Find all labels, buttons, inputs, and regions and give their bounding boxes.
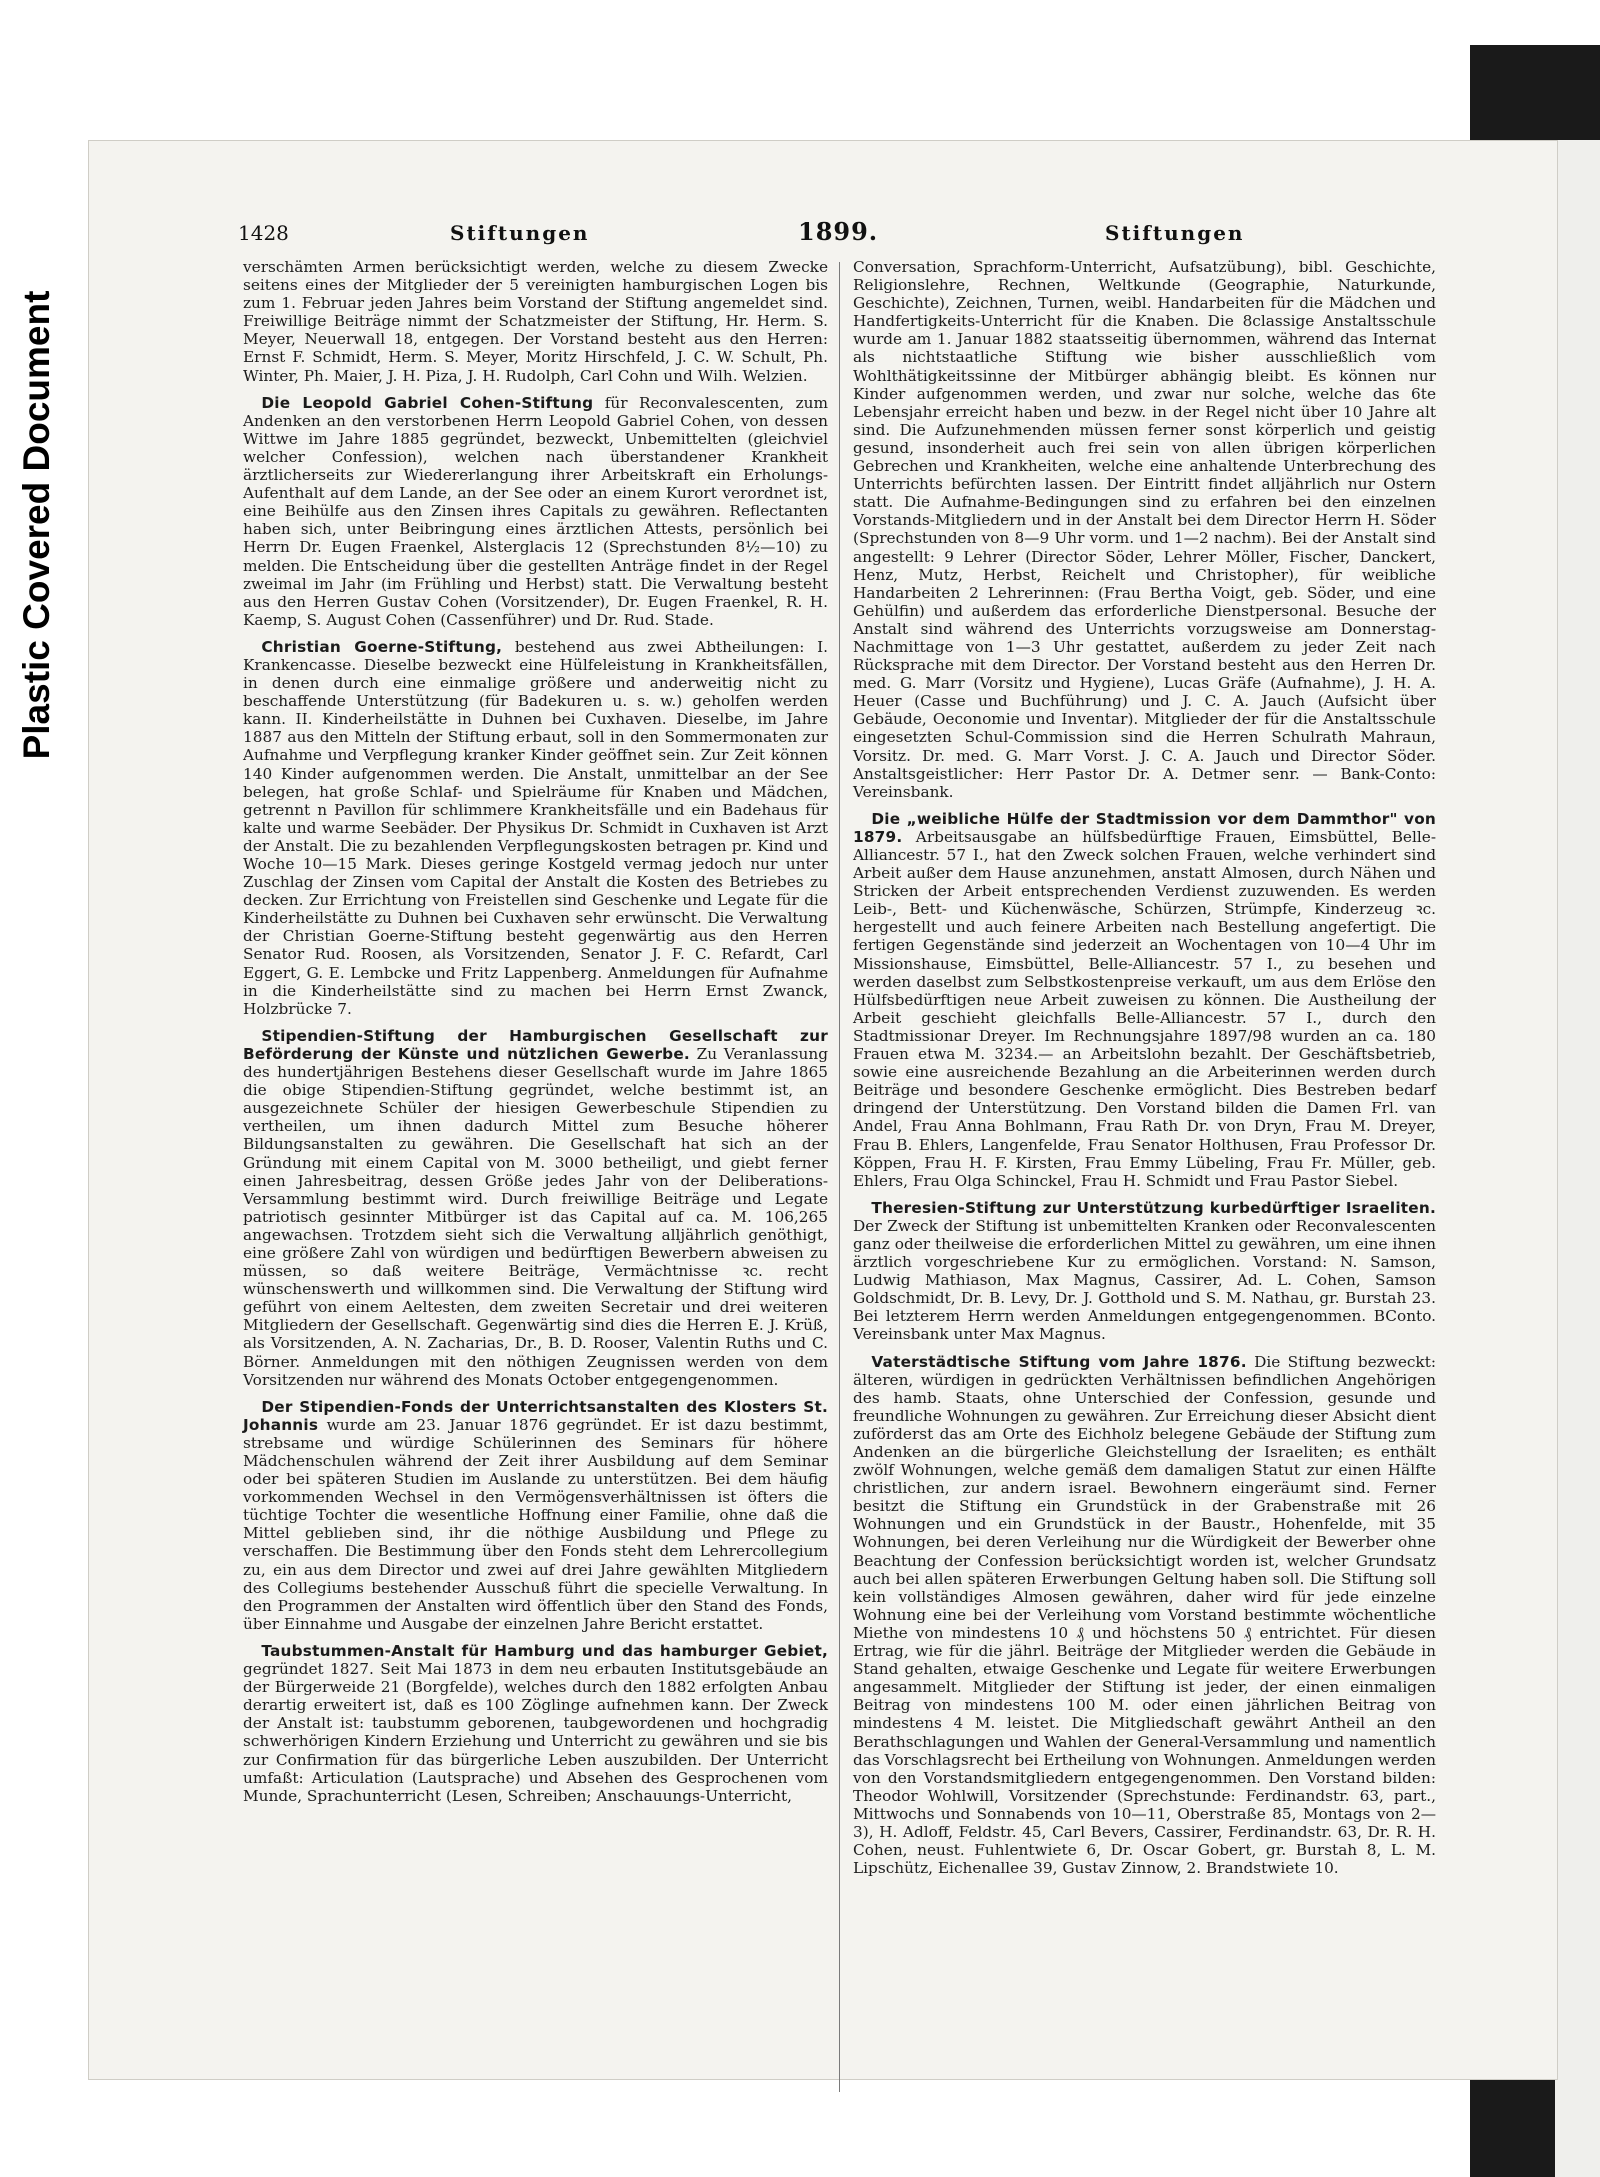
paragraph: Conversation, Sprachform-Unterricht, Aufsatzübung), bibl. Geschichte, Religionslehre, Rechnen, Weltkunde (Geographie, Naturkunde, Geschichte), Zeichnen, Turnen, weibl. Handarbeiten für die Mädchen und Handfertigkeits-Unterricht für die Knaben. Die 8classige Anstaltsschule wurde am 1. Januar 1882 staatsseitig übernommen, während das Internat als nichtstaatliche Stiftung wie bisher ausschließlich vom Wohlthätigkeitssinne der Mitbürger abhängig bleibt. Es können nur Kinder aufgenommen werden, und zwar nur solche, welche das 6te Lebensjahr erreicht haben und bezw. in der Regel nicht über 10 Jahre alt sind. Die Aufzunehmenden müssen ferner sonst körperlich und geistig gesund, insonderheit auch frei sein von allen übrigen körperlichen Gebrechen und Krankheiten, welche eine anhaltende Unterbrechung des Unterrichts befürchten lassen. Der Eintritt findet alljährlich nur Ostern statt. Die Aufnahme-Bedingungen sind zu erfahren bei den einzelnen Vorstands-Mitgliedern und in der Anstalt bei dem Director Herrn H. Söder (Sprechstunden von 8—9 Uhr vorm. und 1—2 nachm). Bei der Anstalt sind angestellt: 9 Lehrer (Director Söder, Lehrer Möller, Fischer, Danckert, Henz, Mutz, Herbst, Reichelt und Christopher), für weibliche Handarbeiten 2 Lehrerinnen: (Frau Bertha Voigt, geb. Söder, und eine Gehülfin) und außerdem das erforderliche Dienstpersonal. Besuche der Anstalt sind während des Unterrichts vorzugsweise am Donnerstag-Nachmittage von 1—3 Uhr gestattet, außerdem zu jeder Zeit nach Rücksprache mit dem Director. Der Vorstand besteht aus den Herren Dr. med. G. Marr (Vorsitz und Hygiene), Lucas Gräfe (Aufnahme), J. H. A. Heuer (Casse und Buchführung) und J. C. A. Jauch (Aufsicht über Gebäude, Oeconomie und Inventar). Mitglieder der für die Anstaltsschule eingesetzten Schul-Commission sind die Herren Schulrath Mahraun, Vorsitz. Dr. med. G. Marr Vorst. J. C. A. Jauch und Director Söder. Anstaltsgeistlicher: Herr Pastor Dr. A. Detmer senr. — Bank-Conto: Vereinsbank. [853, 258, 1436, 801]
paragraph [243, 1398, 828, 1633]
entry-text: Der Zweck der Stiftung ist unbemittelten Kranken oder Reconvalescenten ganz oder theilweise die erforderlichen Mittel zu gewähren, um eine ihnen ärztlich vorgeschriebene Kur zu ermöglichen. Vorstand: N. Samson, Ludwig Mathiason, Max Magnus, Cassirer, Ad. L. Cohen, Samson Goldschmidt, Dr. B. Levy, Dr. J. Gotthold und S. M. Nathau, gr. Burstah 23. Bei letzterem Herrn werden Anmeldungen entgegengenommen. BConto. Vereinsbank unter Max Magnus. [853, 1216, 1436, 1344]
entry-text: für Reconvalescenten, zum Andenken an den verstorbenen Herrn Leopold Gabriel Cohen, von dessen Wittwe im Jahre 1885 gegründet, bezweckt, Unbemittelten (gleichviel welcher Confession), welchen nach überstandener Krankheit ärztlicherseits zur Wiedererlangung ihrer Arbeitskraft ein Erholungs-Aufenthalt auf dem Lande, an der See oder an einem Kurort verordnet ist, eine Beihülfe aus den Zinsen ihres Capitals zu gewähren. Reflectanten haben sich, unter Beibringung eines ärztlichen Attests, persönlich bei Herrn Dr. Eugen Fraenkel, Alsterglacis 12 (Sprechstunden 8½—10) zu melden. Die Entscheidung über die gestellten Anträge findet in der Regel zweimal im Jahr (im Frühling und Herbst) statt. Die Verwaltung besteht aus den Herren Gustav Cohen (Vorsitzender), Dr. Eugen Fraenkel, R. H. Kaemp, S. August Cohen (Cassenführer) und Dr. Rud. Stade. [243, 393, 828, 629]
entry-text: bestehend aus zwei Abtheilungen: I. Krankencasse. Dieselbe bezweckt eine Hülfeleistung in Krankheitsfällen, in denen durch eine einmalige größere und anderweitig nicht zu beschaffende Unterstützung (für Badekuren u. s. w.) geholfen werden kann. II. Kinderheilstätte in Duhnen bei Cuxhaven. Dieselbe, im Jahre 1887 aus den Mitteln der Stiftung erbaut, soll in den Sommermonaten zur Aufnahme und Verpflegung kranker Kinder geöffnet sein. Zur Zeit können 140 Kinder aufgenommen werden. Die Anstalt, unmittelbar an der See belegen, hat große Schlaf- und Spielräume für Knaben und Mädchen, getrennt n Pavillon für schlimmere Krankheitsfälle und ein Badehaus für kalte und warme Seebäder. Der Physikus Dr. Schmidt in Cuxhaven ist Arzt der Anstalt. Die zu bezahlenden Verpflegungskosten betragen pr. Kind und Woche 10—15 Mark. Dieses geringe Kostgeld vermag jedoch nur unter Zuschlag der Zinsen vom Capital der Anstalt die Kosten des Betriebes zu decken. Zur Errichtung von Freistellen sind Geschenke und Legate für die Kinderheilstätte zu Duhnen bei Cuxhaven sehr erwünscht. Die Verwaltung der Christian Goerne-Stiftung besteht gegenwärtig aus den Herren Senator Rud. Roosen, als Vorsitzenden, Senator J. F. C. Refardt, Carl Eggert, G. E. Lembcke und Fritz Lappenberg. Anmeldungen für Aufnahme in die Kinderheilstätte sind zu machen bei Herrn Ernst Zwanck, Holzbrücke 7. [243, 637, 828, 1018]
right-running-title: Stiftungen [1105, 221, 1245, 245]
paragraph [853, 1199, 1436, 1344]
entry-title: Christian Goerne-Stiftung, [261, 637, 503, 656]
left-column [243, 258, 828, 1814]
paragraph [243, 638, 828, 1018]
paragraph [243, 394, 828, 629]
paragraph [853, 1353, 1436, 1878]
entry-text: wurde am 23. Januar 1876 gegründet. Er ist dazu bestimmt, strebsame und würdige Schülerinnen des Seminars für höhere Mädchenschulen während der Zeit ihrer Ausbildung auf dem Seminar oder bei späteren Studien im Auslande zu unterstützen. Bei dem häufig vorkommenden Wechsel in den Vermögensverhältnissen ist öfters die tüchtige Tochter die wesentliche Hoffnung einer Familie, ohne daß die Mittel geblieben sind, ihr die nöthige Ausbildung und Pflege zu verschaffen. Die Bestimmung über den Fonds steht dem Lehrercollegium zu, ein aus dem Director und zwei auf drei Jahre gewählten Mitgliedern des Collegiums bestehender Ausschuß führt die specielle Verwaltung. In den Programmen der Anstalten wird öffentlich über den Stand des Fonds, über Einnahme und Ausgabe der einzelnen Jahre Bericht erstattet. [243, 1415, 828, 1633]
entry-title: Stipendien-Stiftung der Hamburgischen Gesellschaft zur Beförderung der Künste und nützlichen Gewerbe. [243, 1026, 828, 1063]
paragraph [243, 1027, 828, 1389]
page-number: 1428 [238, 221, 289, 245]
left-running-title: Stiftungen [450, 221, 590, 245]
column-divider [839, 262, 840, 2092]
page-header [150, 215, 1245, 251]
next-page-edge [1555, 140, 1600, 2177]
paragraph: verschämten Armen berücksichtigt werden, welche zu diesem Zwecke seitens eines der Mitglieder der 5 vereinigten hamburgischen Logen bis zum 1. Februar jeden Jahres beim Vorstand der Stiftung angemeldet sind. Freiwillige Beiträge nimmt der Schatzmeister der Stiftung, Hr. Herm. S. Meyer, Neuerwall 18, entgegen. Der Vorstand besteht aus den Herren: Ernst F. Schmidt, Herm. S. Meyer, Moritz Hirschfeld, J. C. W. Schult, Ph. Winter, Ph. Maier, J. H. Piza, J. H. Rudolph, Carl Cohn und Wilh. Welzien. [243, 258, 828, 385]
entry-text: Zu Veranlassung des hundertjährigen Bestehens dieser Gesellschaft wurde im Jahre 1865 die obige Stipendien-Stiftung gegründet, welche bestimmt ist, an ausgezeichnete Schüler der hiesigen Gewerbeschule Stipendien zu vertheilen, um ihnen dadurch Mittel zum Besuche höherer Bildungsanstalten zu gewähren. Die Gesellschaft hat sich an der Gründung mit einem Capital von M. 3000 betheiligt, und giebt ferner einen Jahresbeitrag, dessen Größe jedes Jahr von der Deliberations-Versammlung bestimmt wird. Durch freiwillige Beiträge und Legate patriotisch gesinnter Mitbürger ist das Capital auf ca. M. 106,265 angewachsen. Trotzdem sieht sich die Verwaltung alljährlich genöthigt, eine größere Zahl von würdigen und bedürftigen Bewerbern abweisen zu müssen, so daß weitere Beiträge, Vermächtnisse ꝛc. recht wünschenswerth und willkommen sind. Die Verwaltung der Stiftung wird geführt von einem Aeltesten, dem zweiten Secretair und drei weiteren Mitgliedern der Gesellschaft. Gegenwärtig sind dies die Herren E. J. Krüß, als Vorsitzenden, A. N. Zacharias, Dr., B. D. Rooser, Valentin Ruths und C. Börner. Anmeldungen mit den nöthigen Zeugnissen werden von dem Vorsitzenden nur während des Monats October entgegengenommen. [243, 1044, 828, 1389]
entry-text: Die Stiftung bezweckt: älteren, würdigen in gedrückten Verhältnissen befindlichen Angehörigen des hamb. Staats, ohne Unterschied der Confession, gesunde und freundliche Wohnungen zu gewähren. Zur Erreichung dieser Absicht dient zuförderst das am Orte des Eichholz belegene Gebäude der Stiftung zum Andenken an die bürgerliche Gleichstellung der Israeliten; es enthält zwölf Wohnungen, welche gemäß dem damaligen Statut zur einen Hälfte christlichen, zur andern israel. Bewohnern eingeräumt sind. Ferner besitzt die Stiftung ein Grundstück in der Grabenstraße mit 26 Wohnungen und ein Grundstück in der Baustr., Hohenfelde, mit 35 Wohnungen, bei deren Verleihung nur die Würdigkeit der Bewerber ohne Beachtung der Confession berücksichtigt worden ist, welcher Grundsatz auch bei allen späteren Erwerbungen Geltung haben soll. Die Stiftung soll kein vollständiges Almosen gewähren, daher wird für jede einzelne Wohnung eine bei der Verleihung vom Vorstand bestimmte wöchentliche Miethe von mindestens 10 ₰ und höchstens 50 ₰ entrichtet. Für diesen Ertrag, wie für die jährl. Beiträge der Mitglieder werden die Gebäude in Stand gehalten, etwaige Geschenke und Legate für weitere Erwerbungen angesammelt. Mitglieder der Stiftung ist jeder, der einen einmaligen Beitrag von mindestens 100 M. oder einen jährlichen Beitrag von mindestens 4 M. leistet. Die Mitgliedschaft gewährt Antheil an den Berathschlagungen und Wahlen der General-Versammlung und namentlich das Vorschlagsrecht bei Ertheilung von Wohnungen. Anmeldungen werden von den Vorstandsmitgliedern entgegengenommen. Den Vorstand bilden: Theodor Wohlwill, Vorsitzender (Sprechstunde: Ferdinandstr. 63, part., Mittwochs und Sonnabends von 10—11, Oberstraße 85, Montags von 2—3), H. Adloff, Feldstr. 45, Carl Bevers, Cassirer, Ferdinandstr. 63, Dr. R. H. Cohen, neust. Fuhlentwiete 6, Dr. Oscar Gobert, gr. Burstah 8, L. M. Lipschütz, Eichenallee 39, Gustav Zinnow, 2. Brandstwiete 10. [853, 1352, 1437, 1878]
entry-title: Theresien-Stiftung zur Unterstützung kurbedürftiger Israeliten. [871, 1198, 1436, 1217]
side-label-text: Plastic Covered Document [16, 290, 57, 760]
entry-title: Der Stipendien-Fonds der Unterrichtsanstalten des Klosters St. Johannis [243, 1397, 828, 1434]
entry-text: gegründet 1827. Seit Mai 1873 in dem neu erbauten Institutsgebäude an der Bürgerweide 21 (Borgfelde), welches durch den 1882 erfolgten Anbau derartig erweitert ist, daß es 100 Zöglinge aufnehmen kann. Der Zweck der Anstalt ist: taubstumm geborenen, taubgewordenen und hochgradig schwerhörigen Kindern Erziehung und Unterricht zu gewähren und sie bis zur Confirmation für das bürgerliche Leben auszubilden. Der Unterricht umfaßt: Articulation (Lautsprache) und Absehen des Gesprochenen vom Munde, Sprachunterricht (Lesen, Schreiben; Anschauungs-Unterricht, [243, 1660, 828, 1805]
right-column [853, 258, 1436, 1886]
entry-title: Die „weibliche Hülfe der Stadtmission vor dem Dammthor" von 1879. [853, 809, 1436, 846]
entry-title: Taubstummen-Anstalt für Hamburg und das hamburger Gebiet, [261, 1641, 828, 1660]
entry-text: Arbeitsausgabe an hülfsbedürftige Frauen, Eimsbüttel, Belle-Alliancestr. 57 I., hat den Zweck solchen Frauen, welche verhindert sind Arbeit außer dem Hause anzunehmen, anstatt Almosen, durch Nähen und Stricken der Arbeit entsprechenden Verdienst zuzuwenden. Es werden Leib-, Bett- und Küchenwäsche, Schürzen, Strümpfe, Kinderzeug ꝛc. hergestellt und auch feinere Arbeiten nach Bestellung angefertigt. Die fertigen Gegenstände sind jederzeit an Wochentagen von 10—4 Uhr im Missionshause, Eimsbüttel, Belle-Alliancestr. 57 I., zu besehen und werden daselbst zum Selbstkostenpreise verkauft, um aus dem Erlöse den Hülfsbedürftigen neue Arbeit zuweisen zu können. Die Austheilung der Arbeit geschieht gleichfalls Belle-Alliancestr. 57 I., durch den Stadtmissionar Dreyer. Im Rechnungsjahre 1897/98 wurden an ca. 180 Frauen etwa M. 3234.— an Arbeitslohn bezahlt. Der Geschäftsbetrieb, sowie eine ausreichende Bezahlung an die Arbeiterinnen werden durch Beiträge und besondere Geschenke ermöglicht. Dies Bestreben bedarf dringend der Unterstützung. Den Vorstand bilden die Damen Frl. van Andel, Frau Anna Bohlmann, Frau Rath Dr. von Dryn, Frau M. Dreyer, Frau B. Ehlers, Langenfelde, Frau Senator Holthusen, Frau Professor Dr. Köppen, Frau H. F. Kirsten, Frau Emmy Lübeling, Frau Fr. Müller, geb. Ehlers, Frau Olga Schinckel, Frau H. Schmidt und Frau Pastor Siebel. [853, 827, 1436, 1190]
paragraph [853, 810, 1436, 1190]
side-label [12, 260, 62, 790]
paragraph [243, 1642, 828, 1805]
entry-title: Die Leopold Gabriel Cohen-Stiftung [261, 393, 594, 412]
entry-title: Vaterstädtische Stiftung vom Jahre 1876. [871, 1352, 1247, 1371]
header-year: 1899. [798, 217, 879, 246]
